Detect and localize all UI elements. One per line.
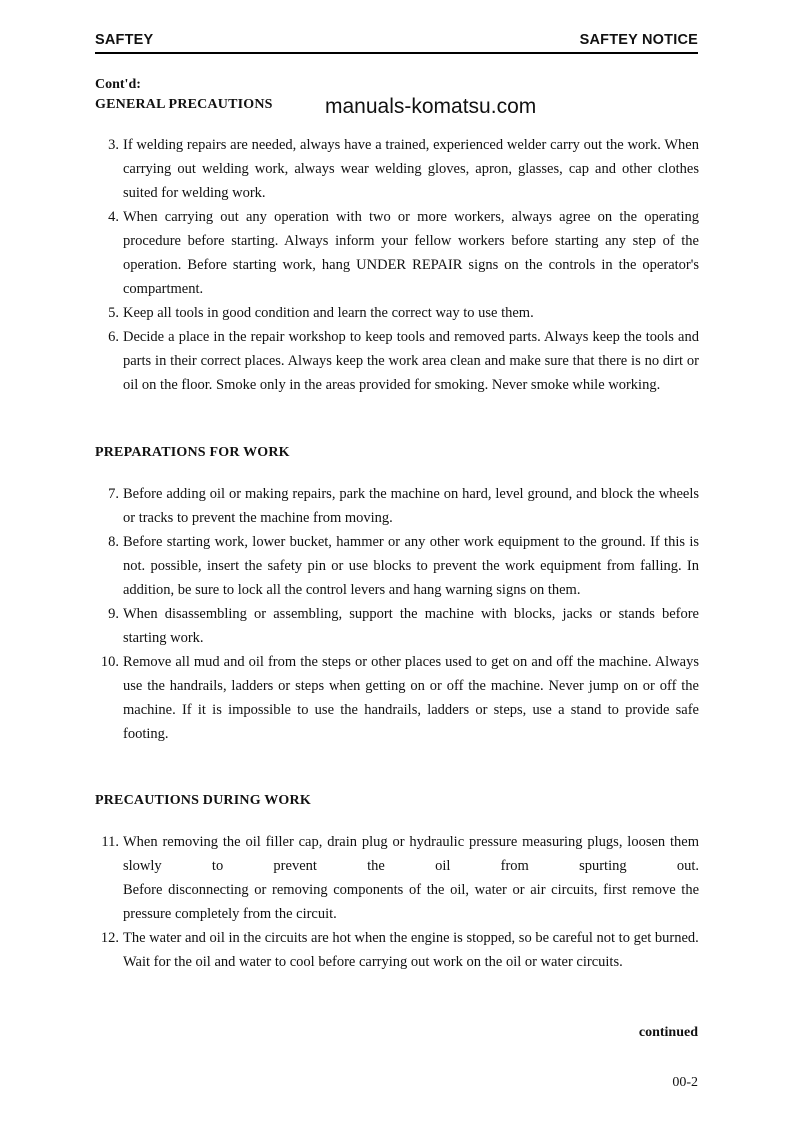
item-number: 12.: [100, 930, 119, 946]
list-item: [95, 301, 699, 325]
list-precautions-during-work: [95, 830, 699, 974]
list-item: [95, 325, 699, 397]
list-item: [95, 602, 699, 650]
section-heading-general: GENERAL PRECAUTIONS: [95, 97, 273, 112]
list-item: [95, 530, 699, 602]
item-text: Decide a place in the repair workshop to keep tools and removed parts. Always keep the tools and parts in their correct places. Always keep the work area clean and make sure that there is no dirt or oil on the floor. Smoke only in the areas provided for smoking. Never smoke while working.: [123, 329, 699, 393]
list-item: [95, 830, 699, 926]
item-number: 5.: [108, 305, 119, 321]
list-general-precautions: [95, 133, 699, 397]
item-text: If welding repairs are needed, always have a trained, experienced welder carry out the work. When carrying out welding work, always wear welding gloves, apron, glasses, cap and other clothes suited for welding work.: [123, 137, 699, 201]
list-preparations-for-work: [95, 482, 699, 746]
page-header: [95, 30, 698, 54]
item-number: 4.: [108, 209, 119, 225]
section-heading-preparations: PREPARATIONS FOR WORK: [95, 445, 290, 460]
page-number: 00-2: [672, 1075, 698, 1090]
item-text-continued: Wait for the oil and water to cool before carrying out work on the oil or water circuits.: [123, 954, 623, 970]
item-text: Before adding oil or making repairs, park the machine on hard, level ground, and block the wheels or tracks to prevent the machine from moving.: [123, 486, 699, 526]
item-number: 7.: [108, 486, 119, 502]
item-number: 3.: [108, 137, 119, 153]
item-number: 9.: [108, 606, 119, 622]
item-text: When removing the oil filler cap, drain plug or hydraulic pressure measuring plugs, loosen them slowly to prevent the oil from spurting out.: [123, 834, 699, 874]
header-right: SAFTEY NOTICE: [579, 32, 698, 48]
item-number: 11.: [101, 834, 119, 850]
list-item: [95, 133, 699, 205]
item-text: Keep all tools in good condition and learn the correct way to use them.: [123, 305, 534, 321]
list-item: [95, 926, 699, 974]
item-text: The water and oil in the circuits are hot when the engine is stopped, so be careful not to get burned.: [123, 930, 699, 946]
list-item: [95, 205, 699, 301]
item-number: 10.: [100, 654, 119, 670]
item-text: When carrying out any operation with two or more workers, always agree on the operating procedure before starting. Always inform your fellow workers before starting any step of the operation. Before starting work, hang UNDER REPAIR signs on the controls in the operator's compartment.: [123, 209, 699, 297]
item-text: When disassembling or assembling, support the machine with blocks, jacks or stands before starting work.: [123, 606, 699, 646]
item-number: 8.: [108, 534, 119, 550]
section-heading-during-work: PRECAUTIONS DURING WORK: [95, 793, 311, 808]
item-text: Remove all mud and oil from the steps or other places used to get on and off the machine. Always use the handrails, ladders or steps when getting on or off the machine. Never jump on or off the machine. If it is impossible to use the handrails, ladders or steps, use a stand to provide safe footing.: [123, 654, 699, 742]
contd-label: Cont'd:: [95, 77, 141, 92]
watermark: manuals-komatsu.com: [325, 95, 537, 118]
list-item: [95, 650, 699, 746]
continued-label: continued: [638, 1025, 698, 1040]
item-text: Before starting work, lower bucket, hammer or any other work equipment to the ground. If this is not. possible, insert the safety pin or use blocks to prevent the work equipment from falling. In addition, be sure to lock all the control levers and hang warning signs on them.: [123, 534, 699, 598]
list-item: [95, 482, 699, 530]
item-text-continued: Before disconnecting or removing components of the oil, water or air circuits, first remove the pressure completely from the circuit.: [123, 882, 699, 922]
item-number: 6.: [108, 329, 119, 345]
header-left: SAFTEY: [95, 32, 154, 48]
